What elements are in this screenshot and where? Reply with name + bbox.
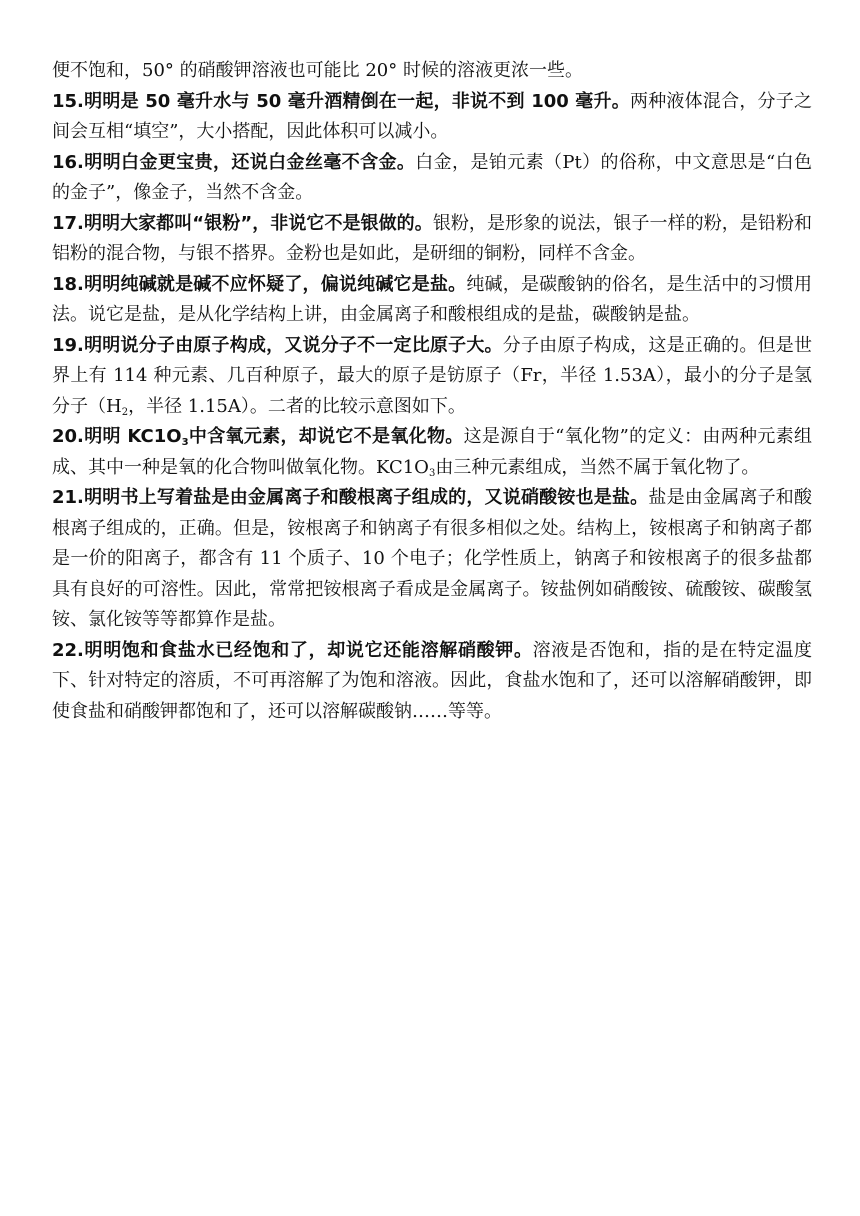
paragraph-15	[52, 87, 812, 148]
paragraph-22	[52, 636, 812, 728]
paragraph-lead: 22.明明饱和食盐水已经饱和了，却说它还能溶解硝酸钾。	[52, 639, 533, 661]
paragraph-lead: 21.明明书上写着盐是由金属离子和酸根离子组成的，又说硝酸铵也是盐。	[52, 487, 649, 508]
paragraph-body-continued: 由三种元素组成，当然不属于氧化物了。	[435, 456, 760, 478]
paragraph-14-continued	[52, 56, 812, 87]
paragraph-20	[52, 422, 812, 483]
paragraph-body: 分子由原子构成，这是正确的。但是世界上有 114 种元素、几百种原子，最大的原子是钫原子（Fr，半径 1.53A），最小的分子是氢分子（H	[52, 334, 812, 417]
subscript: 3	[428, 467, 436, 479]
paragraph-18	[52, 270, 812, 331]
paragraph-body: 这是源自于“氧化物”的定义：由两种元素组成、其中一种是氧的化合物叫做氧化物。KC1O	[52, 426, 812, 478]
paragraph-lead: 16.明明白金更宝贵，还说白金丝毫不含金。	[52, 151, 416, 173]
paragraph-lead: 20.明明 KC1O	[52, 426, 182, 447]
paragraph-lead: 15.明明是 50 毫升水与 50 毫升酒精倒在一起，非说不到 100 毫升。	[52, 90, 630, 112]
paragraph-lead: 19.明明说分子由原子构成，又说分子不一定比原子大。	[52, 334, 503, 356]
paragraph-21	[52, 483, 812, 636]
paragraph-body-continued: ，半径 1.15A）。二者的比较示意图如下。	[128, 395, 466, 417]
paragraph-body: 两种液体混合，分子之间会互相“填空”，大小搭配，因此体积可以减小。	[52, 90, 813, 142]
paragraph-19	[52, 331, 812, 423]
paragraph-17	[52, 209, 812, 270]
paragraph-body: 纯碱，是碳酸钠的俗名，是生活中的习惯用法。说它是盐，是从化学结构上讲，由金属离子和酸根组成的是盐，碳酸钠是盐。	[52, 273, 813, 325]
paragraph-body: 溶液是否饱和，指的是在特定温度下、针对特定的溶质，不可再溶解了为饱和溶液。因此，食盐水饱和了，还可以溶解硝酸钾，即使食盐和硝酸钾都饱和了，还可以溶解碳酸钠……等等。	[52, 639, 812, 722]
paragraph-16	[52, 148, 812, 209]
paragraph-body: 便不饱和，50° 的硝酸钾溶液也可能比 20° 时候的溶液更浓一些。	[52, 60, 583, 81]
paragraph-body: 盐是由金属离子和酸根离子组成的，正确。但是，铵根离子和钠离子有很多相似之处。结构上，铵根离子和钠离子都是一价的阳离子，都含有 11 个质子、10 个电子；化学性质上，钠离子和铵根离子的很多盐都具有良好的可溶性。因此，常常把铵根离子看成是金属离子。铵盐例如硝酸铵、硫酸铵、碳酸氢铵、氯化铵等等都算作是盐。	[52, 487, 812, 630]
paragraph-body: 银粉，是形象的说法，银子一样的粉，是铅粉和铝粉的混合物，与银不搭界。金粉也是如此，是研细的铜粉，同样不含金。	[52, 212, 813, 264]
paragraph-lead-continued: 中含氧元素，却说它不是氧化物。	[188, 426, 464, 447]
document-page	[52, 56, 812, 727]
paragraph-body: 白金，是铂元素（Pt）的俗称，中文意思是“白色的金子”，像金子，当然不含金。	[52, 151, 812, 203]
subscript: 2	[121, 406, 129, 418]
subscript: 3	[181, 437, 189, 448]
paragraph-lead: 18.明明纯碱就是碱不应怀疑了，偏说纯碱它是盐。	[52, 273, 467, 295]
paragraph-lead: 17.明明大家都叫“银粉”，非说它不是银做的。	[52, 212, 433, 234]
